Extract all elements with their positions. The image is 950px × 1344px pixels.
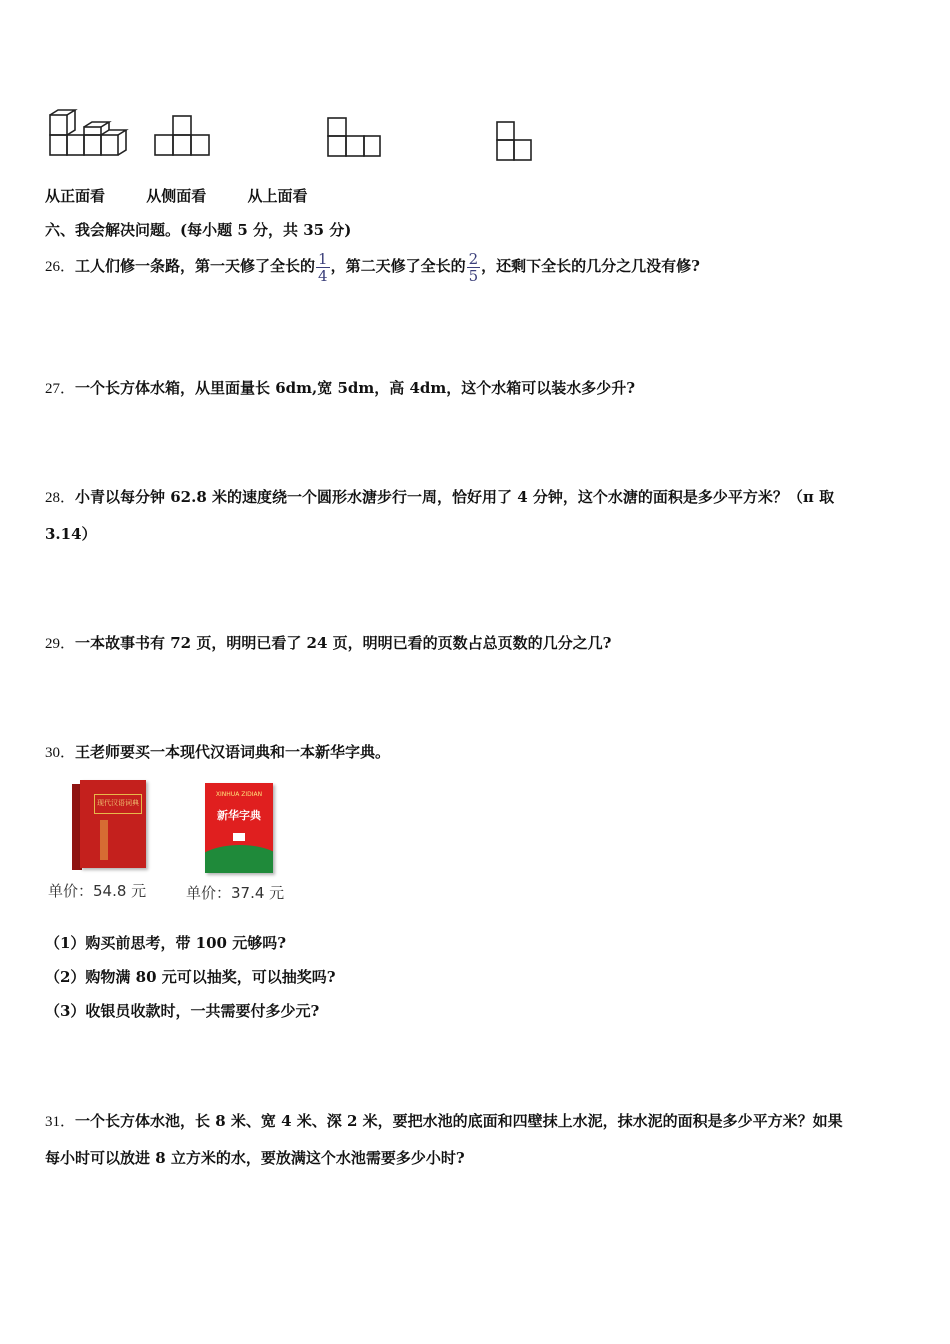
- dictionary-price: 单价：54.8 元: [48, 882, 147, 900]
- q31-text-line2: 每小时可以放进 8 立方米的水，要放满这个水池需要多少小时?: [45, 1149, 465, 1167]
- q30-sub2: （2）购物满 80 元可以抽奖，可以抽奖吗?: [45, 968, 336, 986]
- q27-text: 一个长方体水箱，从里面量长 6dm,宽 5dm，高 4dm，这个水箱可以装水多少升?: [75, 379, 636, 397]
- view-label-side: 从侧面看: [146, 187, 207, 205]
- question-30: [45, 742, 390, 763]
- top-view-figure: [497, 122, 531, 160]
- fraction-two-fifths: $\frac{2}{5}$: [468, 249, 479, 285]
- question-number: 29．: [45, 636, 76, 652]
- q30-text: 王老师要买一本现代汉语词典和一本新华字典。: [75, 743, 391, 761]
- q29-text: 一本故事书有 72 页，明明已看了 24 页，明明已看的页数占总页数的几分之几?: [75, 634, 612, 652]
- dictionary-cover-title: 现代汉语词典: [97, 799, 139, 807]
- xinhua-dictionary-image: [205, 783, 275, 875]
- q26-text-part3: ，还剩下全长的几分之几没有修?: [481, 257, 700, 275]
- q30-sub1: （1）购买前思考，带 100 元够吗?: [45, 934, 286, 952]
- q30-sub3: （3）收银员收款时，一共需要付多少元?: [45, 1002, 320, 1020]
- cube-solid-figure: [50, 110, 126, 155]
- xinhua-cover-pinyin: XINHUA ZIDIAN: [215, 791, 263, 798]
- section-title: 六、我会解决问题。(每小题 5 分，共 35 分): [45, 221, 352, 239]
- cube-figures: [40, 100, 560, 170]
- view-label-front: 从正面看: [45, 187, 106, 205]
- q28-text-line1: 小青以每分钟 62.8 米的速度绕一个圆形水溏步行一周，恰好用了 4 分钟，这个水溏的面积是多少平方米？（π 取: [75, 488, 835, 506]
- q26-text-part2: ，第二天修了全长的: [330, 257, 466, 275]
- question-31: [45, 1111, 843, 1132]
- question-number: 31．: [45, 1114, 76, 1130]
- question-26: [45, 248, 700, 285]
- q28-text-line2: 3.14）: [45, 525, 97, 543]
- question-27: [45, 378, 635, 399]
- question-28: [45, 487, 834, 508]
- dictionary-book-image: [72, 780, 148, 872]
- view-labels: [45, 186, 307, 206]
- q31-text-line1: 一个长方体水池，长 8 米、宽 4 米、深 2 米，要把水池的底面和四壁抹上水泥，抹水泥的面积是多少平方米？如果: [75, 1112, 843, 1130]
- question-number: 30．: [45, 745, 76, 761]
- question-29: [45, 633, 611, 654]
- fraction-one-quarter: $\frac{1}{4}$: [318, 249, 328, 285]
- side-view-figure: [328, 118, 380, 156]
- question-number: 28．: [45, 490, 76, 506]
- question-number: 27．: [45, 381, 76, 397]
- front-view-figure: [155, 116, 209, 155]
- q26-text-part1: 工人们修一条路，第一天修了全长的: [75, 257, 316, 275]
- xinhua-price: 单价：37.4 元: [186, 884, 285, 902]
- view-label-top: 从上面看: [247, 187, 308, 205]
- question-number: 26．: [45, 259, 76, 275]
- xinhua-cover-title: 新华字典: [217, 809, 261, 822]
